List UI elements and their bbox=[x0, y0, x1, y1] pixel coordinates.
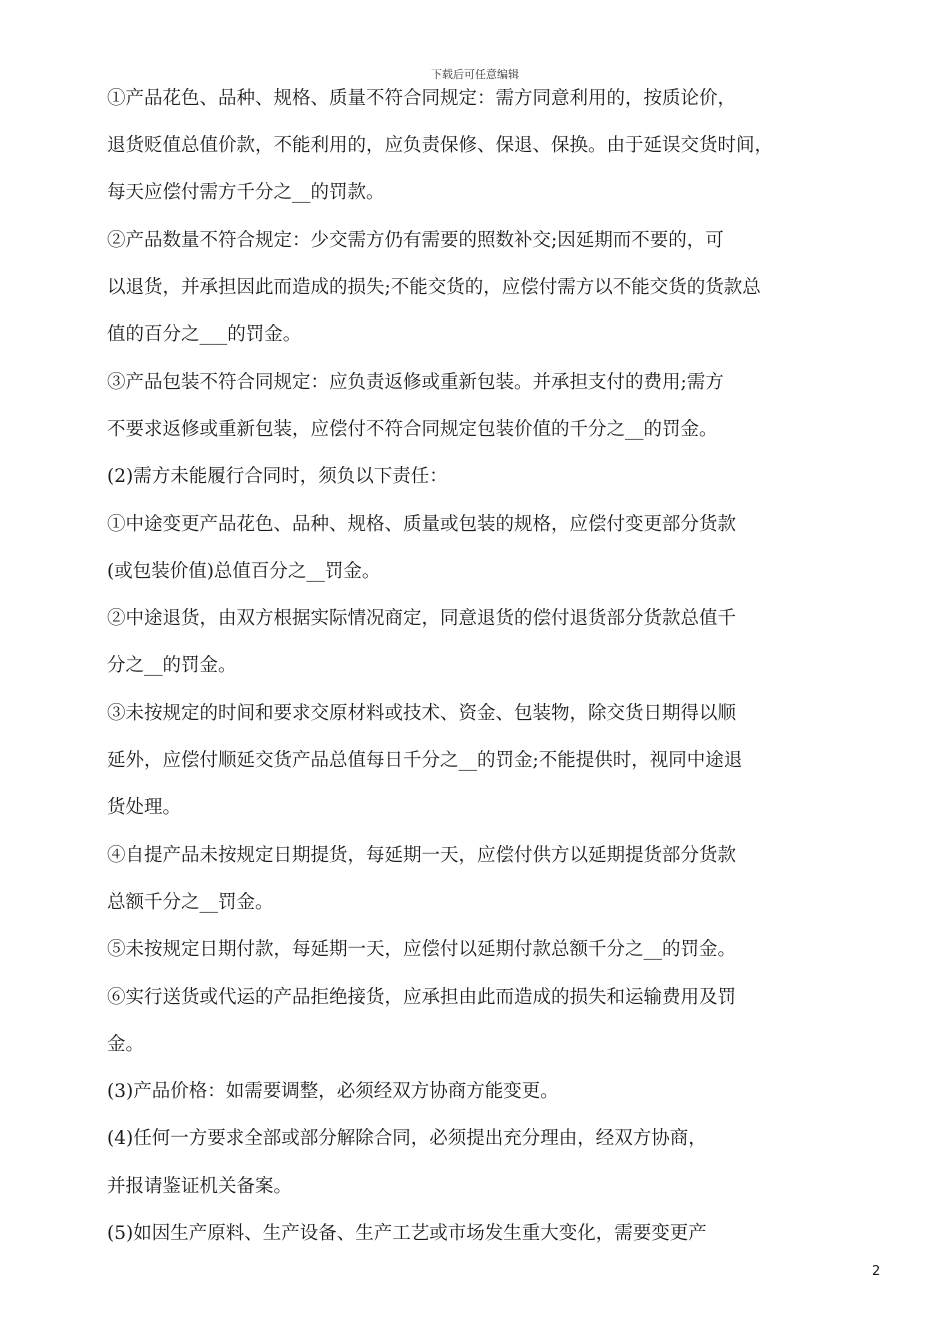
text-line: ②产品数量不符合规定：少交需方仍有需要的照数补交;因延期而不要的，可 bbox=[107, 230, 724, 251]
text-line: 分之__的罚金。 bbox=[107, 655, 237, 676]
text-line: 不要求返修或重新包装，应偿付不符合同规定包装价值的千分之__的罚金。 bbox=[107, 419, 718, 440]
page-number: 2 bbox=[872, 1264, 881, 1279]
text-line: 每天应偿付需方千分之__的罚款。 bbox=[107, 182, 385, 203]
page-header: 下载后可任意编辑 bbox=[431, 68, 519, 81]
text-line: ②中途退货，由双方根据实际情况商定，同意退货的偿付退货部分货款总值千 bbox=[107, 608, 737, 629]
text-line: ⑥实行送货或代运的产品拒绝接货，应承担由此而造成的损失和运输费用及罚 bbox=[107, 987, 737, 1008]
text-line: (4)任何一方要求全部或部分解除合同，必须提出充分理由，经双方协商， bbox=[107, 1128, 707, 1149]
text-line: ①产品花色、品种、规格、质量不符合同规定：需方同意利用的，按质论价， bbox=[107, 88, 737, 109]
text-line: (3)产品价格：如需要调整，必须经双方协商方能变更。 bbox=[107, 1081, 559, 1102]
text-line: (或包装价值)总值百分之__罚金。 bbox=[107, 561, 381, 582]
text-line: 值的百分之___的罚金。 bbox=[107, 324, 302, 345]
text-line: ④自提产品未按规定日期提货，每延期一天，应偿付供方以延期提货部分货款 bbox=[107, 845, 737, 866]
text-line: 退货贬值总值价款，不能利用的，应负责保修、保退、保换。由于延误交货时间， bbox=[107, 135, 774, 156]
text-line: ①中途变更产品花色、品种、规格、质量或包装的规格，应偿付变更部分货款 bbox=[107, 514, 737, 535]
text-line: 总额千分之__罚金。 bbox=[107, 892, 274, 913]
text-line: 并报请鉴证机关备案。 bbox=[107, 1176, 293, 1197]
text-line: ⑤未按规定日期付款，每延期一天，应偿付以延期付款总额千分之__的罚金。 bbox=[107, 939, 737, 960]
text-line: 货处理。 bbox=[107, 797, 182, 818]
text-line: ③未按规定的时间和要求交原材料或技术、资金、包装物，除交货日期得以顺 bbox=[107, 703, 737, 724]
text-line: 金。 bbox=[107, 1034, 145, 1055]
text-line: ③产品包装不符合同规定：应负责返修或重新包装。并承担支付的费用;需方 bbox=[107, 372, 724, 393]
text-line: (2)需方未能履行合同时，须负以下责任： bbox=[107, 466, 448, 487]
text-line: 以退货，并承担因此而造成的损失;不能交货的，应偿付需方以不能交货的货款总 bbox=[107, 277, 761, 298]
text-line: 延外，应偿付顺延交货产品总值每日千分之__的罚金;不能提供时，视同中途退 bbox=[107, 750, 743, 771]
text-line: (5)如因生产原料、生产设备、生产工艺或市场发生重大变化，需要变更产 bbox=[107, 1223, 707, 1244]
